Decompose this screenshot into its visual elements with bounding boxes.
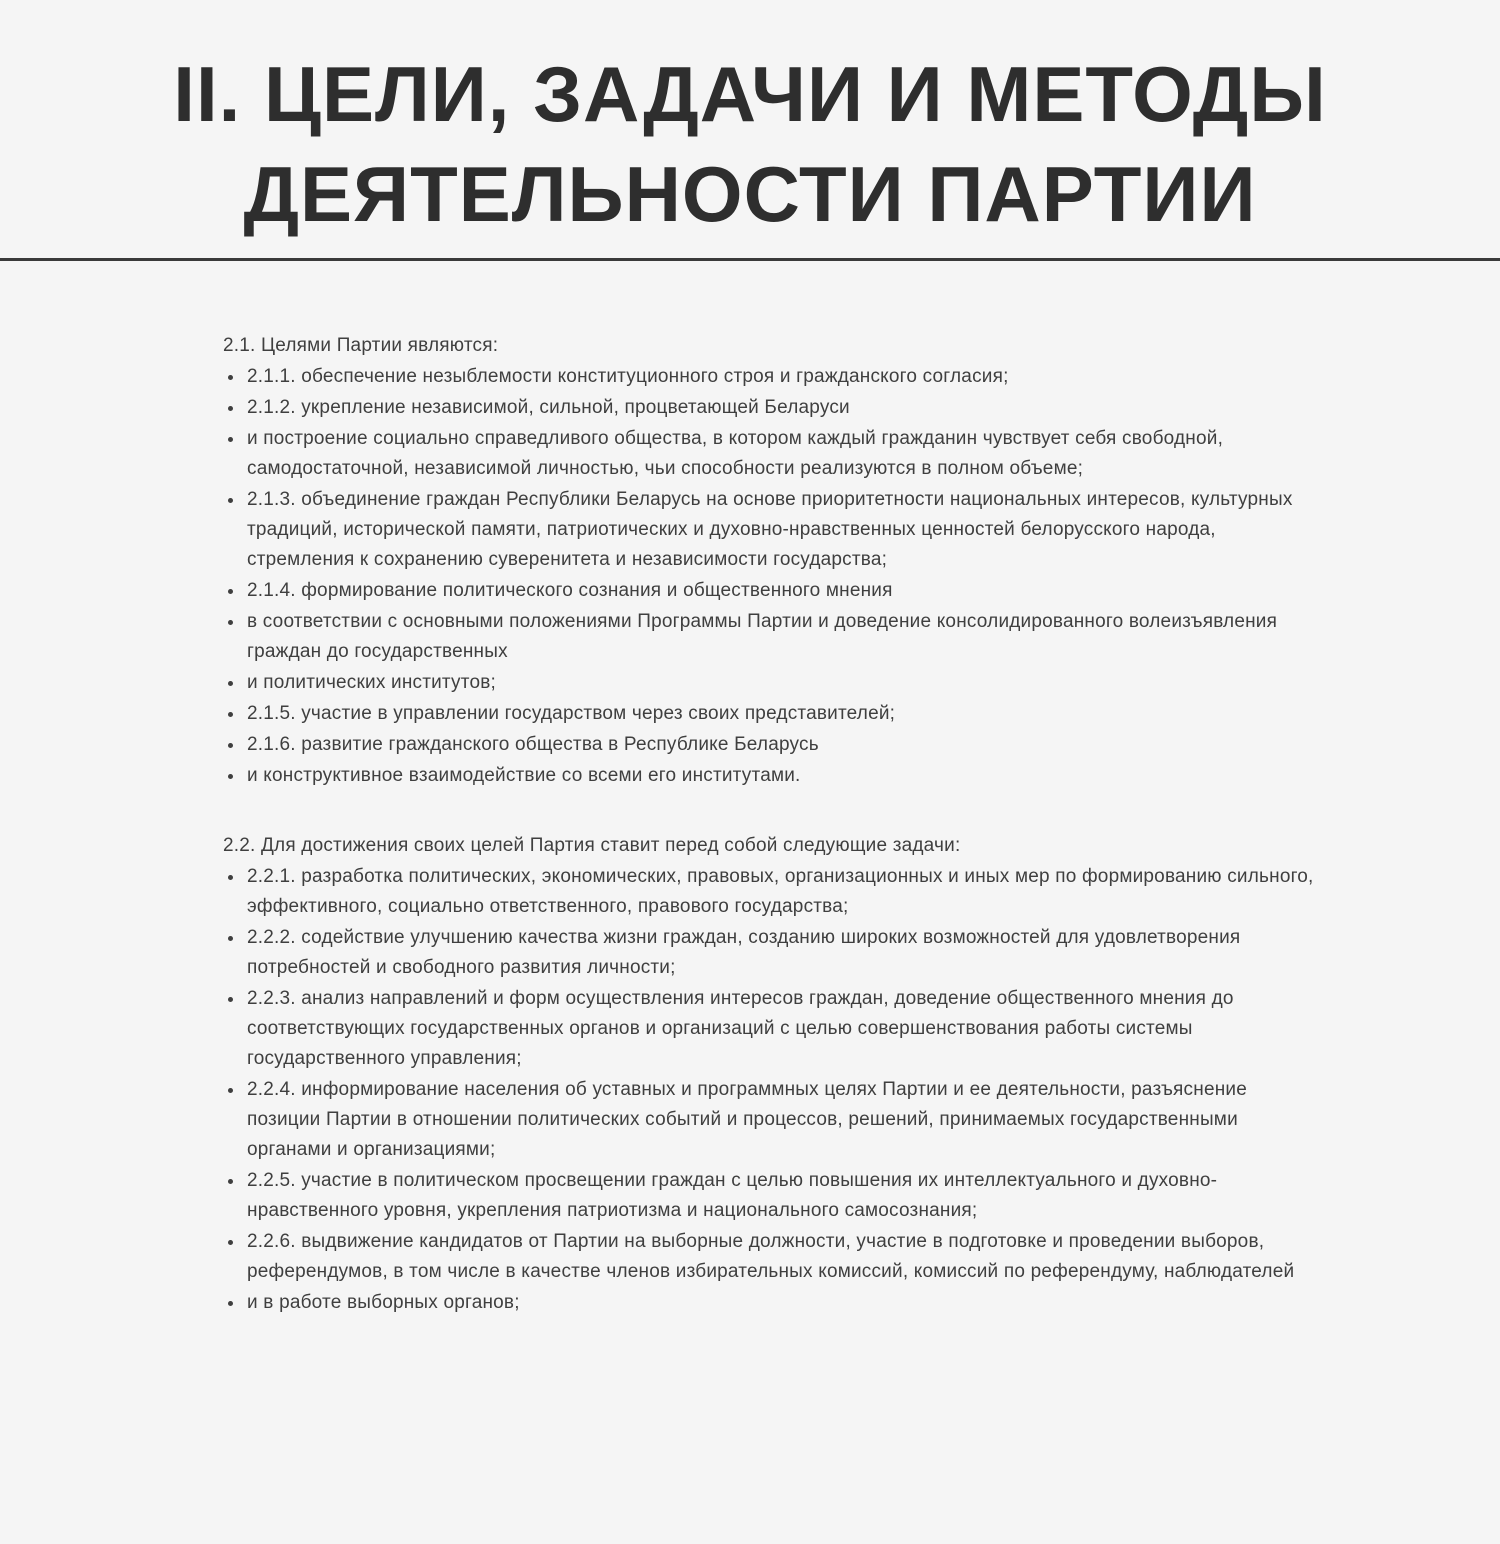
list-item: • 2.2.1. разработка политических, экономических, правовых, организационных и иных мер по формированию сильного, эффективного, социально ответственного, правового государства; — [245, 862, 1323, 922]
list-item: • и в работе выборных органов; — [245, 1288, 1323, 1318]
tasks-section — [223, 831, 1323, 1318]
list-item: • 2.2.5. участие в политическом просвещении граждан с целью повышения их интеллектуального и духовно-нравственного уровня, укрепления патриотизма и национального самосознания; — [245, 1166, 1323, 1226]
goals-section — [223, 331, 1323, 791]
list-item: • 2.1.2. укрепление независимой, сильной, процветающей Беларуси — [245, 393, 1323, 423]
list-item: • 2.1.6. развитие гражданского общества в Республике Беларусь — [245, 730, 1323, 760]
list-item: • 2.2.3. анализ направлений и форм осуществления интересов граждан, доведение общественного мнения до соответствующих государственных органов и организаций с целью совершенствования работы системы государственного управления; — [245, 984, 1323, 1074]
clause-2-2-lead: 2.2. Для достижения своих целей Партия ставит перед собой следующие задачи: — [223, 835, 961, 856]
tasks-list — [223, 862, 1323, 1318]
list-item: • 2.2.2. содействие улучшению качества жизни граждан, созданию широких возможностей для удовлетворения потребностей и свободного развития личности; — [245, 923, 1323, 983]
list-item: • 2.1.3. объединение граждан Республики Беларусь на основе приоритетности национальных интересов, культурных традиций, исторической памяти, патриотических и духовно-нравственных ценностей белорусского народа, стремления к сохранению суверенитета и независимости государства; — [245, 485, 1323, 575]
page-title: II. ЦЕЛИ, ЗАДАЧИ И МЕТОДЫ ДЕЯТЕЛЬНОСТИ ПАРТИИ — [173, 50, 1327, 238]
list-item: • и политических институтов; — [245, 668, 1323, 698]
list-item: • и построение социально справедливого общества, в котором каждый гражданин чувствует себя свободной, самодостаточной, независимой личностью, чьи способности реализуются в полном объеме; — [245, 424, 1323, 484]
clause-2-1-lead: 2.1. Целями Партии являются: — [223, 335, 499, 356]
list-item: • 2.1.5. участие в управлении государством через своих представителей; — [245, 699, 1323, 729]
list-item: • 2.2.6. выдвижение кандидатов от Партии на выборные должности, участие в подготовке и проведении выборов, референдумов, в том числе в качестве членов избирательных комиссий, комиссий по референдуму, наблюдателей — [245, 1227, 1323, 1287]
goals-list — [223, 362, 1323, 791]
list-item: • 2.1.4. формирование политического сознания и общественного мнения — [245, 576, 1323, 606]
document-content — [223, 331, 1323, 1318]
list-item: • и конструктивное взаимодействие со всеми его институтами. — [245, 761, 1323, 791]
list-item: • 2.1.1. обеспечение незыблемости конституционного строя и гражданского согласия; — [245, 362, 1323, 392]
document-page — [0, 44, 1500, 1318]
list-item: • в соответствии с основными положениями Программы Партии и доведение консолидированного волеизъявления граждан до государственных — [245, 607, 1323, 667]
list-item: • 2.2.4. информирование населения об уставных и программных целях Партии и ее деятельности, разъяснение позиции Партии в отношении политических событий и процессов, решений, принимаемых государственными органами и организациями; — [245, 1075, 1323, 1165]
heading-divider — [0, 258, 1500, 261]
